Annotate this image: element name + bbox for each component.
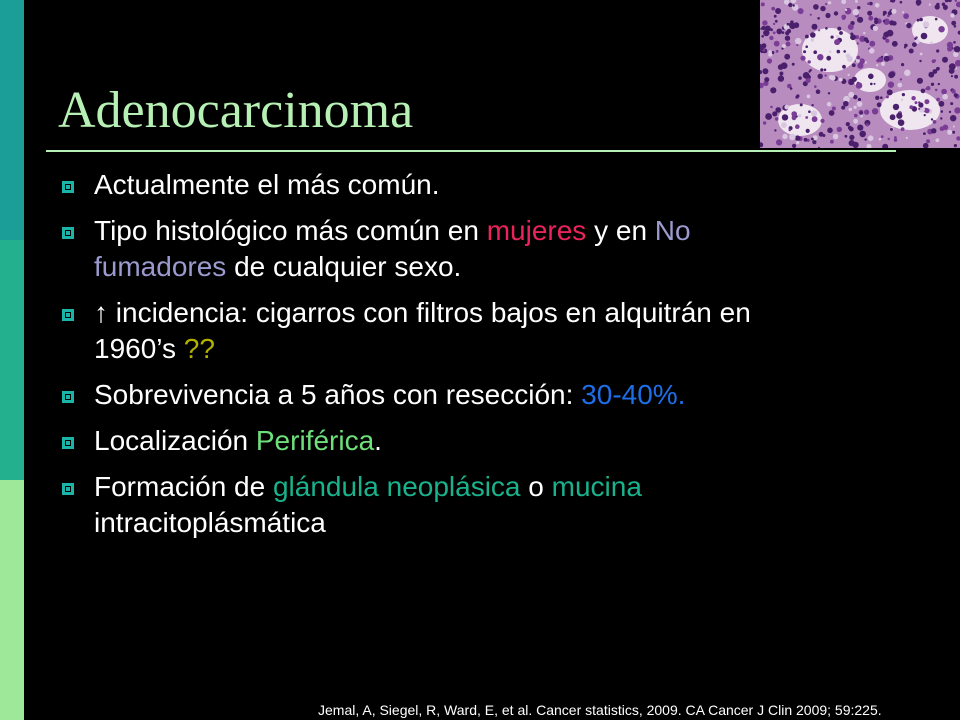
bullet-square-icon	[62, 309, 74, 321]
bullet-text: y en	[586, 215, 655, 246]
highlighted-text: glándula neoplásica	[272, 471, 521, 502]
sidebar-band-top	[0, 0, 24, 240]
bullet-text: intracitoplásmática	[94, 507, 326, 538]
bullet-item	[62, 423, 752, 459]
bullet-square-icon	[62, 391, 74, 403]
bullet-list	[62, 167, 752, 551]
highlighted-text: 30-40%.	[581, 379, 686, 410]
bullet-text: Localización	[94, 425, 256, 456]
bullet-text: Actualmente el más común.	[94, 169, 440, 200]
highlighted-text: mucina	[551, 471, 642, 502]
bullet-text: de cualquier sexo.	[226, 251, 462, 282]
bullet-text: ↑ incidencia: cigarros con filtros bajos en alquitrán en 1960’s	[94, 297, 751, 364]
highlighted-text: No fumadores	[94, 215, 691, 282]
bullet-text: o	[520, 471, 552, 502]
bullet-item	[62, 167, 752, 203]
citation-footnote: Jemal, A, Siegel, R, Ward, E, et al. Cancer statistics, 2009. CA Cancer J Clin 2009; 59:225.	[318, 702, 882, 718]
bullet-square-icon	[62, 227, 74, 239]
slide-title: Adenocarcinoma	[58, 82, 414, 139]
bullet-item	[62, 469, 752, 541]
highlighted-text: mujeres	[486, 215, 587, 246]
bullet-text: Sobrevivencia a 5 años con resección:	[94, 379, 582, 410]
bullet-square-icon	[62, 181, 74, 193]
histology-micrograph-icon	[760, 0, 960, 148]
bullet-text: Formación de	[94, 471, 273, 502]
sidebar-band-bottom	[0, 480, 24, 720]
bullet-text: Tipo histológico más común en	[94, 215, 487, 246]
highlighted-text: Periférica	[255, 425, 375, 456]
bullet-item	[62, 213, 752, 285]
sidebar-band-middle	[0, 240, 24, 480]
histology-image	[760, 0, 960, 148]
bullet-square-icon	[62, 437, 74, 449]
bullet-text: .	[374, 425, 382, 456]
highlighted-text: ??	[183, 333, 215, 364]
bullet-item	[62, 295, 752, 367]
title-underline	[46, 150, 896, 152]
bullet-item	[62, 377, 752, 413]
bullet-square-icon	[62, 483, 74, 495]
